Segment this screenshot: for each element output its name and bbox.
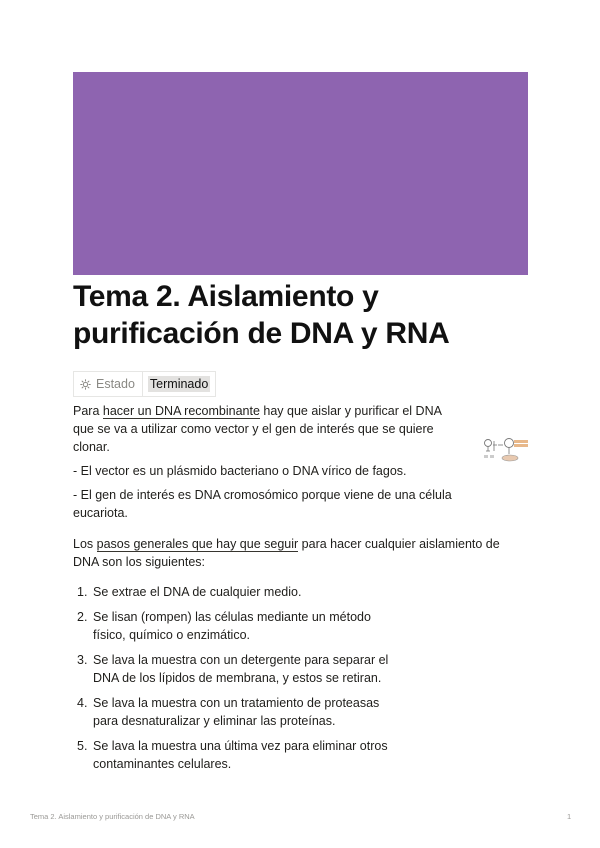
intro-underlined-phrase: hacer un DNA recombinante [102,404,260,418]
steps-intro-line-1: Los pasos generales que hay que seguir para hacer cualquier aislamiento de [73,537,500,551]
page-title: Tema 2. Aislamiento y purificación de DNA y RNA [73,280,450,350]
property-value[interactable] [143,372,215,396]
property-estado[interactable] [73,371,216,397]
bullet-gen-line-1: - El gen de interés es DNA cromosómico porque viene de una célula [73,488,452,502]
intro-line-1: Para hacer un DNA recombinante hay que aislar y purificar el DNA [73,404,442,418]
intro-line-2: que se va a utilizar como vector y el gen de interés que se quiere [73,422,434,436]
list-item: 4. Se lava la muestra con un tratamiento de proteasas para desnaturalizar y eliminar las proteínas. [77,696,380,728]
list-item: 3. Se lava la muestra con un detergente para separar el DNA de los lípidos de membrana, y estos se retiran. [77,653,389,685]
bullet-vector: - El vector es un plásmido bacteriano o DNA vírico de fagos. [73,464,407,478]
steps-intro-line-2: DNA son los siguientes: [73,555,206,569]
list-item: 5. Se lava la muestra una última vez para eliminar otros contaminantes celulares. [77,739,388,771]
cover-banner [73,72,528,275]
intro-line-3: clonar. [73,440,110,454]
bullet-gen-line-2: eucariota. [73,506,128,520]
cloning-diagram-image [481,437,529,465]
sun-icon [80,379,91,390]
page-number: 1 [567,812,572,821]
steps-list [73,583,453,773]
footer-title: Tema 2. Aislamiento y purificación de DNA y RNA [30,812,195,821]
list-item: 2. Se lisan (rompen) las células mediante un método físico, químico o enzimático. [77,610,371,642]
steps-underlined-phrase: pasos generales que hay que seguir [96,537,299,551]
property-name [74,372,143,396]
status-badge: Terminado [149,377,209,391]
property-name-label: Estado [96,377,135,391]
list-item: 1. Se extrae el DNA de cualquier medio. [77,585,302,599]
